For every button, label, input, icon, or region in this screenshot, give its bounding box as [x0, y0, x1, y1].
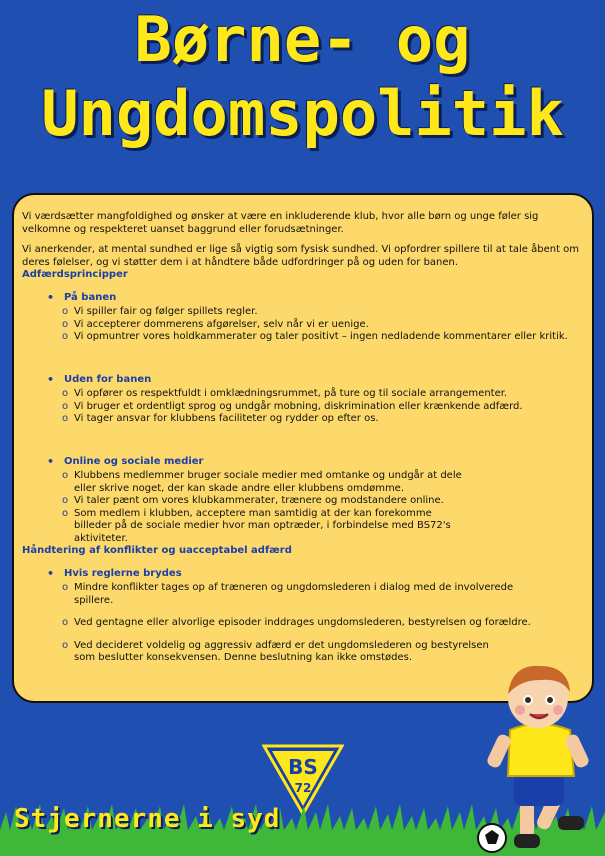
list-item: o Vi taler pænt om vores klubkammerater, trænere og modstandere online.	[62, 495, 444, 506]
intro-paragraph-2: Vi anerkender, at mental sundhed er lige så vigtig som fysisk sundhed. Vi opfordrer spillere til at tale åbent om deres følelser, og vi støtter dem i at håndtere både udfordringer på og uden for banen.	[22, 244, 580, 268]
circle-bullet-icon: o	[62, 639, 69, 651]
list-item: o Klubbens medlemmer bruger sociale medier med omtanke og undgår at dele eller skrive noget, der kan skade andre eller klubbens omdømme.	[62, 470, 462, 494]
page-title-line1: Børne- og	[134, 3, 471, 76]
list-item: o Mindre konflikter tages op af træneren og ungdomslederen i dialog med de involverede spillere.	[62, 582, 514, 606]
circle-bullet-icon: o	[62, 470, 69, 481]
subheading-online	[22, 456, 584, 469]
circle-bullet-icon: o	[62, 617, 69, 628]
list-rules-broken	[22, 582, 584, 665]
list-item: o Ved gentagne eller alvorlige episoder inddrages ungdomslederen, bestyrelsen og forældre.	[62, 617, 531, 628]
list-item: o Vi opfører os respektfuldt i omklædningsrummet, på ture og til sociale arrangementer.	[62, 388, 508, 399]
section-heading-conflicts: Håndtering af konflikter og uacceptabel adfærd	[22, 545, 292, 556]
subheading-off-pitch	[22, 374, 584, 387]
subheading-rules-broken	[22, 568, 584, 581]
list-online	[22, 470, 584, 545]
list-item: o Vi spiller fair og følger spillets regler.	[62, 306, 258, 317]
circle-bullet-icon: o	[62, 400, 69, 412]
logo-number: 72	[294, 781, 312, 795]
list-item: o Vi bruger et ordentligt sprog og undgår mobning, diskrimination eller krænkende adfærd.	[62, 400, 523, 412]
intro-paragraph-1: Vi værdsætter mangfoldighed og ønsker at være en inkluderende klub, hvor alle børn og unge føler sig velkomne og respekteret uanset baggrund eller forudsætninger.	[22, 211, 539, 235]
list-off-pitch	[22, 388, 584, 426]
list-item: o Ved decideret voldelig og aggressiv adfærd er det ungdomslederen og bestyrelsen som beslutter konsekvensen. Denne beslutning kan ikke omstødes.	[62, 639, 489, 663]
subheading-label: På banen	[64, 291, 117, 303]
bullet-icon: •	[47, 372, 55, 386]
logo-letters: BS	[288, 755, 318, 779]
bullet-icon: •	[47, 290, 55, 304]
list-item: o Vi accepterer dommerens afgørelser, selv når vi er uenige.	[62, 318, 369, 330]
footer-slogan: Stjernerne i syd	[14, 804, 281, 834]
list-item: o Vi tager ansvar for klubbens faciliteter og rydder op efter os.	[62, 413, 379, 424]
subheading-label: Hvis reglerne brydes	[64, 567, 182, 579]
subheading-label: Online og sociale medier	[64, 455, 204, 467]
bullet-icon: •	[47, 454, 55, 468]
circle-bullet-icon: o	[62, 495, 69, 506]
soccer-kid-illustration	[470, 658, 600, 856]
circle-bullet-icon: o	[62, 507, 69, 519]
policy-card	[12, 193, 594, 703]
section-heading-principles: Adfærdsprincipper	[22, 269, 128, 280]
circle-bullet-icon: o	[62, 413, 69, 424]
page-title-line2: Ungdomspolitik	[41, 77, 564, 150]
bullet-icon: •	[47, 566, 55, 580]
circle-bullet-icon: o	[62, 388, 69, 399]
circle-bullet-icon: o	[62, 318, 69, 330]
circle-bullet-icon: o	[62, 582, 69, 593]
list-on-pitch	[22, 306, 584, 344]
circle-bullet-icon: o	[62, 331, 69, 342]
list-item: o Som medlem i klubben, acceptere man samtidig at der kan forekomme billeder på de sociale medier hvor man optræder, i forbindelse med BS72's aktiviteter.	[62, 507, 451, 544]
subheading-on-pitch	[22, 292, 584, 305]
circle-bullet-icon: o	[62, 306, 69, 317]
list-item: o Vi opmuntrer vores holdkammerater og taler positivt – ingen nedladende kommentarer eller kritik.	[62, 331, 568, 342]
subheading-label: Uden for banen	[64, 373, 152, 385]
